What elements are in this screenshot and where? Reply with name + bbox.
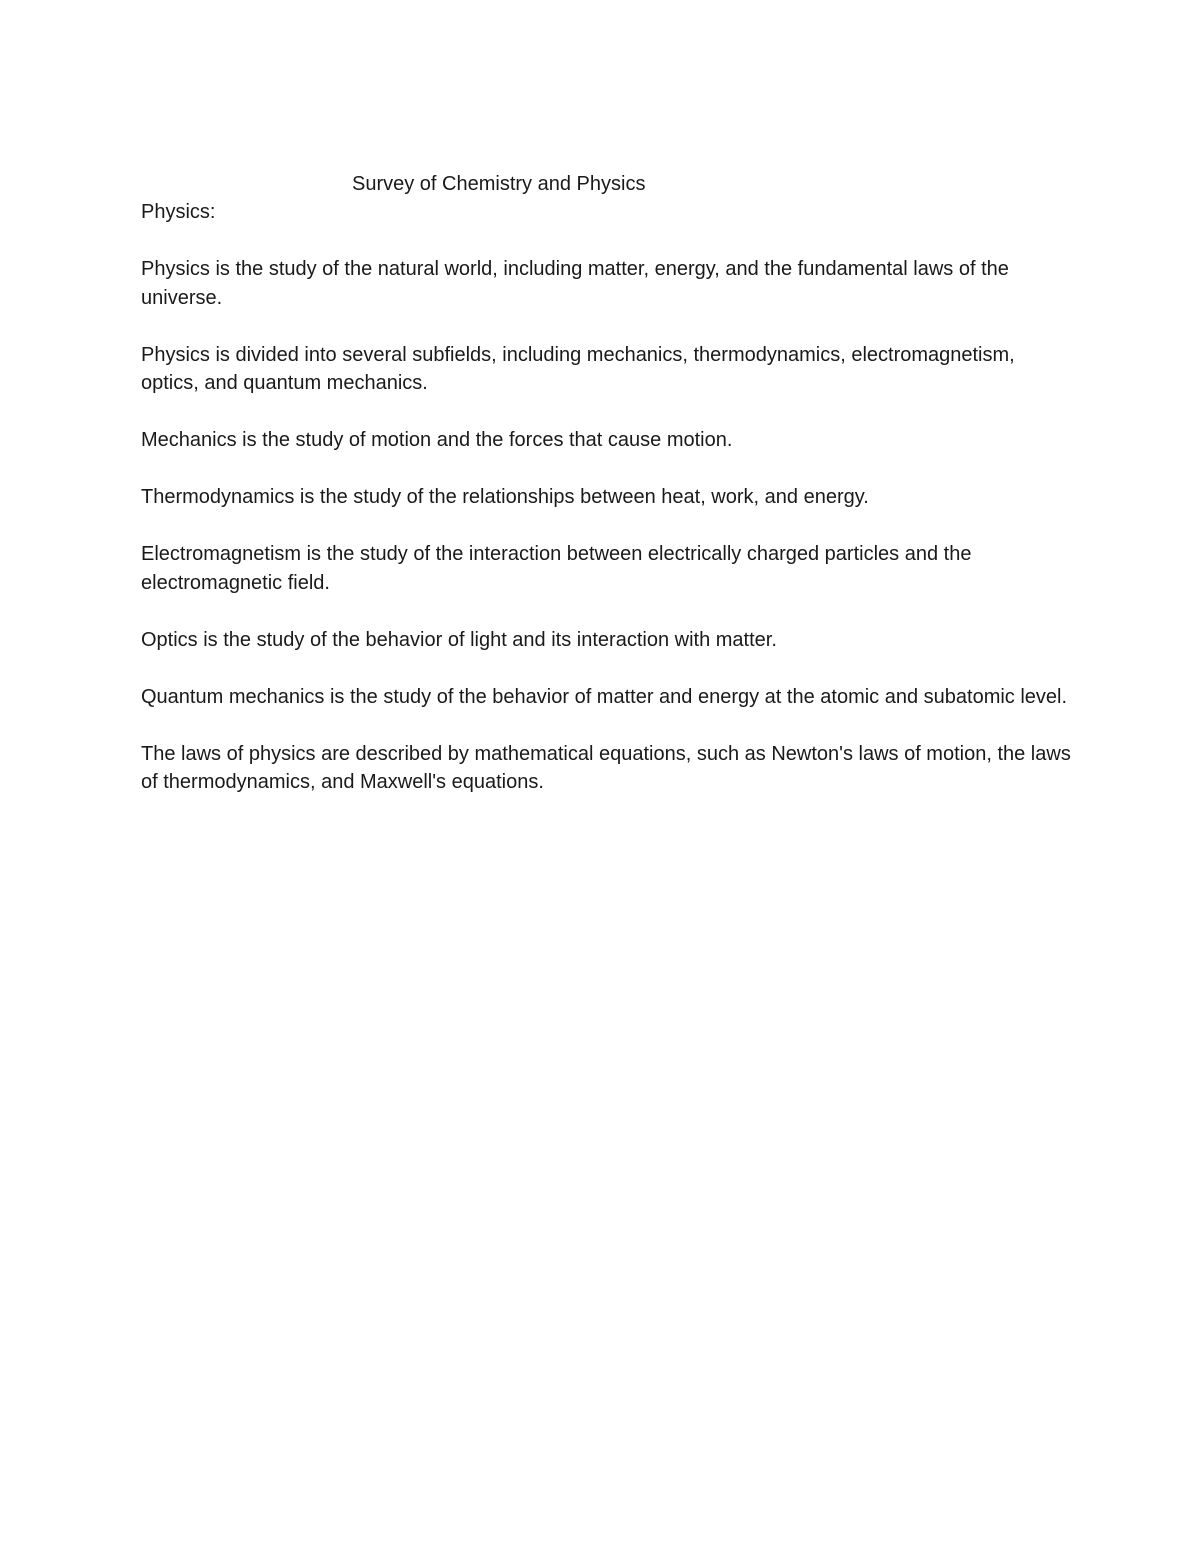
paragraph-physics-definition: Physics is the study of the natural world, including matter, energy, and the fundamental laws of the universe. — [141, 258, 1009, 309]
document-body — [141, 198, 1071, 825]
paragraph-mechanics: Mechanics is the study of motion and the forces that cause motion. — [141, 429, 733, 451]
paragraph-subfields: Physics is divided into several subfields, including mechanics, thermodynamics, electromagnetism, optics, and quantum mechanics. — [141, 343, 1015, 394]
paragraph-thermodynamics: Thermodynamics is the study of the relationships between heat, work, and energy. — [141, 486, 869, 508]
paragraph-laws-of-physics: The laws of physics are described by mathematical equations, such as Newton's laws of motion, the laws of thermodynamics, and Maxwell's equations. — [141, 742, 1071, 793]
document-title: Survey of Chemistry and Physics — [352, 173, 646, 195]
paragraph-optics: Optics is the study of the behavior of light and its interaction with matter. — [141, 628, 777, 651]
paragraph-electromagnetism: Electromagnetism is the study of the interaction between electrically charged particles and the electromagnetic field. — [141, 543, 972, 594]
paragraph-quantum-mechanics: Quantum mechanics is the study of the behavior of matter and energy at the atomic and subatomic level. — [141, 685, 1068, 708]
section-label: Physics: — [141, 201, 216, 223]
